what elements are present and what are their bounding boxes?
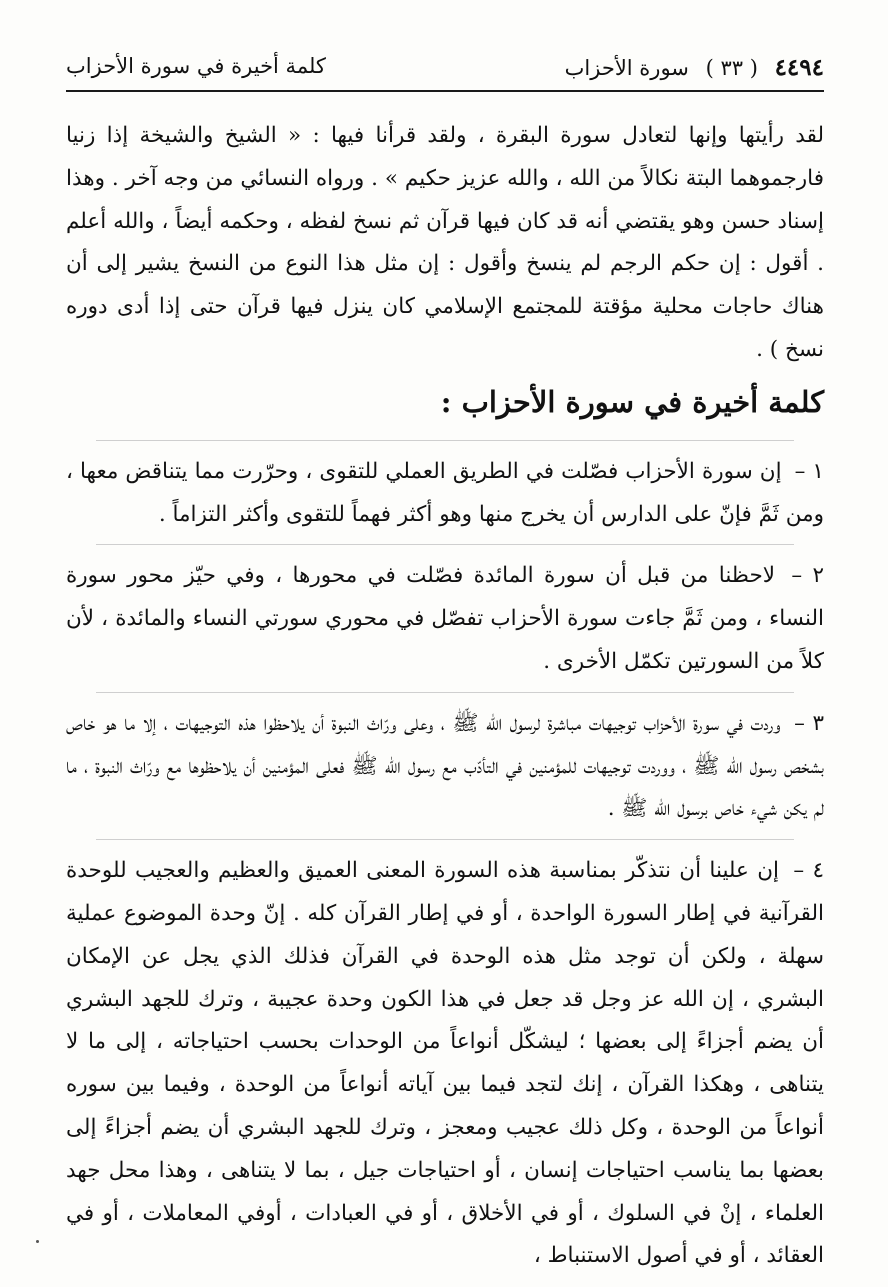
divider	[96, 839, 794, 840]
item-number: ١ –	[794, 458, 824, 484]
item-3	[66, 703, 824, 831]
item-number: ٤ –	[793, 858, 824, 884]
header-section-title: كلمة أخيرة في سورة الأحزاب	[66, 54, 326, 78]
item-number: ٣ –	[794, 710, 824, 736]
running-header	[66, 46, 824, 92]
scan-speck	[36, 1240, 39, 1243]
item-2	[66, 555, 824, 683]
page-body	[66, 115, 824, 1278]
item-number: ٢ –	[791, 563, 824, 589]
surah-number: ( ٣٣ )	[705, 56, 758, 80]
divider	[96, 692, 794, 693]
page-number: ٤٤٩٤	[774, 54, 824, 81]
header-page-info	[565, 54, 824, 81]
item-1	[66, 451, 824, 537]
surah-name: سورة الأحزاب	[564, 56, 689, 80]
divider	[96, 440, 794, 441]
section-heading: كلمة أخيرة في سورة الأحزاب :	[440, 384, 824, 419]
item-text: إن علينا أن نتذكّر بمناسبة هذه السورة المعنى العميق والعظيم والعجيب للوحدة القرآنية في إطار السورة الواحدة ، أو في إطار القرآن كله . إنّ وحدة الموضوع عملية سهلة ، ولكن أن توجد مثل هذه الوحدة في القرآن فذلك الذي يجل عن الإمكان البشري ، إن الله عز وجل قد جعل في هذا الكون وحدة عجيبة ، وترك للجهد البشري أن يضم أجزاءً إلى بعضها ؛ ليشكّل أنواعاً من الوحدات بحسب احتياجاته ، إلى ما لا يتناهى ، وهكذا القرآن ، إنك لتجد فيما بين آياته أنواعاً من الوحدة ، وفيما بين سوره أنواعاً من الوحدة ، وكل ذلك عجيب ومعجز ، وترك للجهد البشري أن يضم أجزاءً إلى بعضها بما يناسب احتياجات إنسان ، أو احتياجات جيل ، بما لا يتناهى ، وهذا محل جهد العلماء ، إنْ في السلوك ، أو في الأخلاق ، أو في العبادات ، أوفي المعاملات ، أو في العقائد ، أو في أصول الاستنباط ،	[66, 858, 824, 1269]
item-text: لاحظنا من قبل أن سورة المائدة فصّلت في محورها ، وفي حيّز محور سورة النساء ، ومن ثَمَّ جاءت سورة الأحزاب تفصّل في محوري سورتي النساء والمائدة ، لأن كلاً من السورتين تكمّل الأخرى .	[66, 563, 824, 674]
divider	[96, 544, 794, 545]
item-4	[66, 850, 824, 1278]
intro-paragraph: لقد رأيتها وإنها لتعادل سورة البقرة ، ولقد قرأنا فيها : « الشيخ والشيخة إذا زنيا فارجموهما البتة نكالاً من الله ، والله عزيز حكيم » . ورواه النسائي من وجه آخر . وهذا إسناد حسن وهو يقتضي أنه قد كان فيها قرآن ثم نسخ لفظه ، وحكمه أيضاً ، والله أعلم . أقول : إن حكم الرجم لم ينسخ وأقول : إن مثل هذا النوع من النسخ يشير إلى أن هناك حاجات محلية مؤقتة للمجتمع الإسلامي كان ينزل فيها قرآن حتى إذا أدى دوره نسخ ) .	[66, 123, 824, 362]
item-text: وردت في سورة الأحزاب توجيهات مباشرة لرسول الله ﷺ ، وعلى ورّاث النبوة أن يلاحظوا هذه التوجيهات ، إلا ما هو خاص بشخص رسول الله ﷺ ، ووردت توجيهات للمؤمنين في التأدّب مع رسول الله ﷺ فعلى المؤمنين أن يلاحظوها مع ورّاث النبوة ، ما لم يكن شيء خاص برسول الله ﷺ .	[66, 710, 824, 822]
item-text: إن سورة الأحزاب فصّلت في الطريق العملي للتقوى ، وحرّرت مما يتناقض معها ، ومن ثَمَّ فإنّ على الدارس أن يخرج منها وهو أكثر فهماً للتقوى وأكثر التزاماً .	[66, 458, 824, 527]
